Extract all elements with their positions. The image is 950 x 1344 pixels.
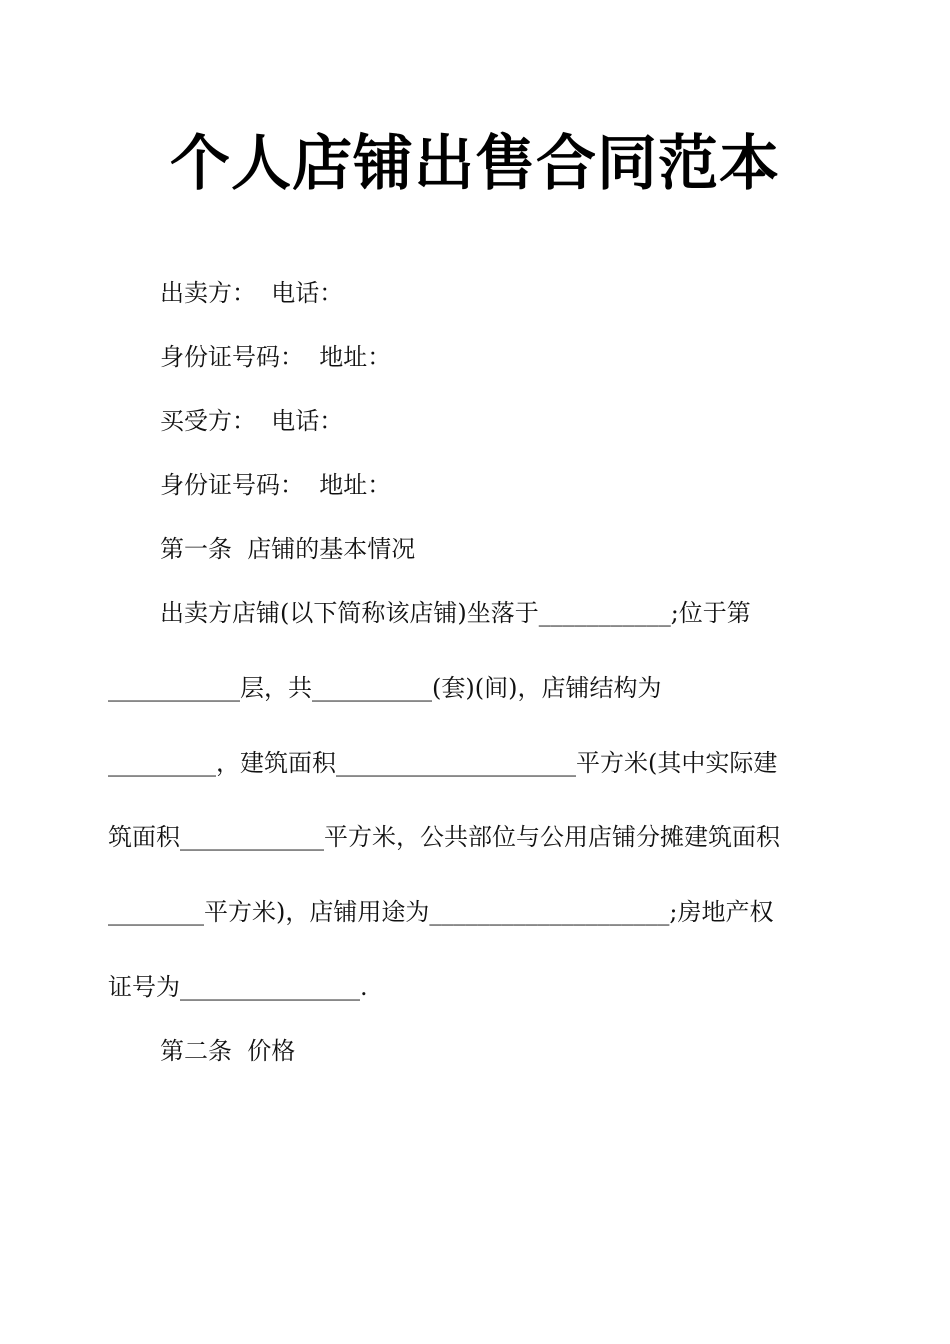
article-1-text-line-5: ________平方米)，店铺用途为____________________;房地产权 [108, 898, 774, 926]
article-1-heading: 第一条 店铺的基本情况 [160, 535, 416, 563]
article-1-text-line-3: _________，建筑面积____________________平方米(其中实际建 [108, 749, 778, 777]
article-1-text-line-6: 证号为_______________. [108, 973, 368, 1001]
seller-phone-line: 出卖方： 电话： [160, 279, 344, 307]
buyer-phone-line: 买受方： 电话： [160, 407, 344, 435]
buyer-id-address-line: 身份证号码： 地址： [160, 471, 392, 499]
article-1-text-line-4: 筑面积____________平方米，公共部位与公用店铺分摊建筑面积 [108, 823, 780, 851]
document-title: 个人店铺出售合同范本 [170, 129, 780, 199]
article-1-text-line-1: 出卖方店铺(以下简称该店铺)坐落于___________;位于第 [160, 599, 751, 627]
seller-id-address-line: 身份证号码： 地址： [160, 343, 392, 371]
article-1-text-line-2: ___________层，共__________(套)(间)，店铺结构为 [108, 674, 662, 702]
article-2-heading: 第二条 价格 [160, 1037, 296, 1065]
